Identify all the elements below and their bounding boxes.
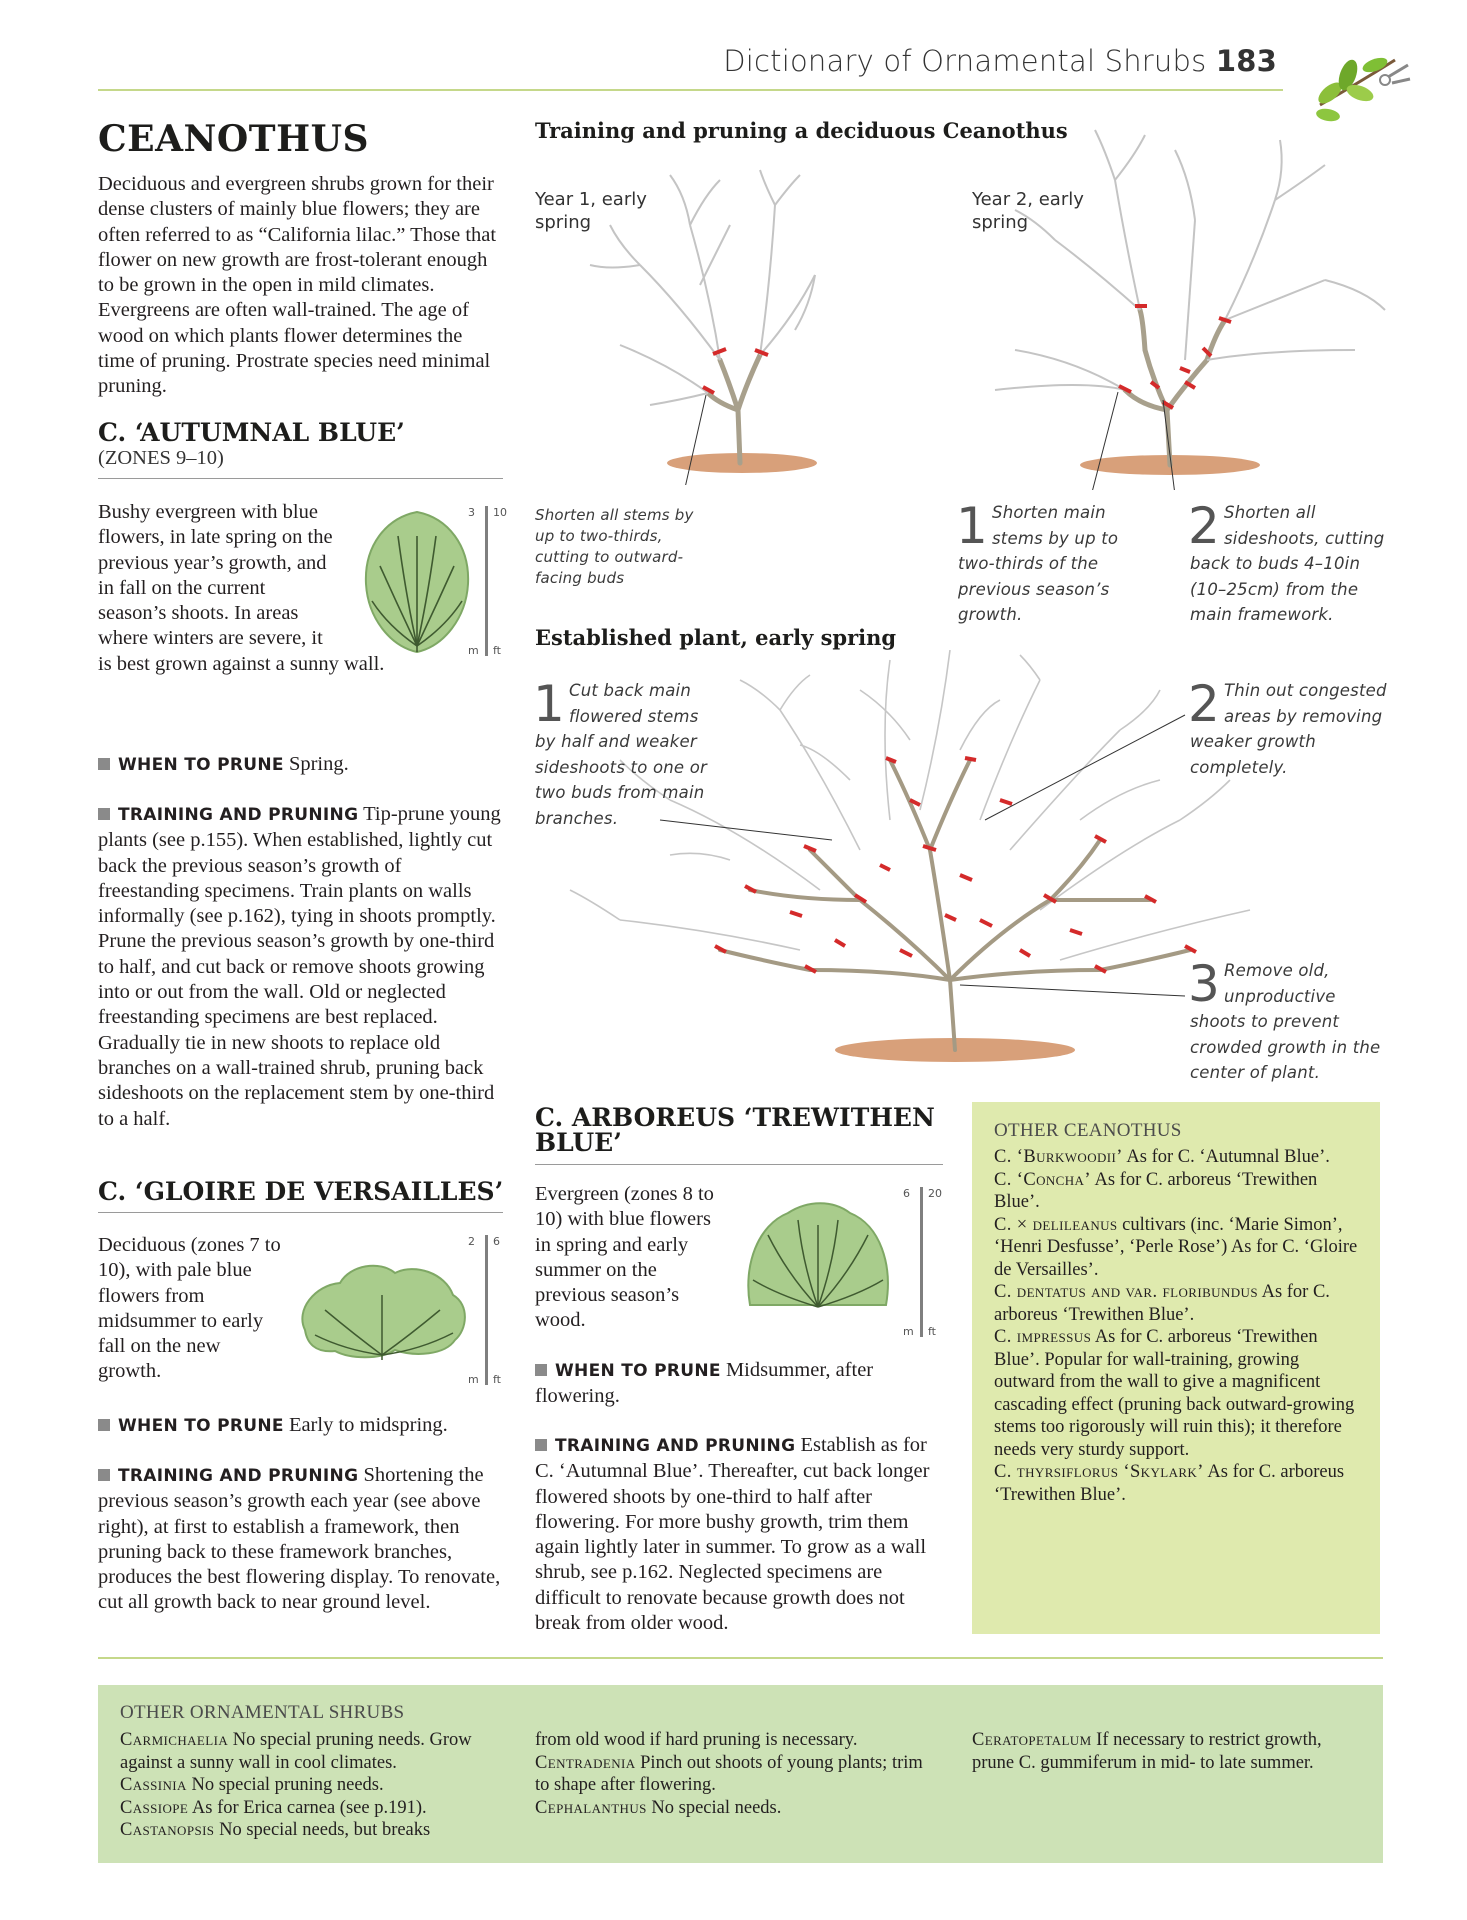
when-text: Early to midspring. (288, 1414, 448, 1436)
bullet-square (98, 1419, 110, 1431)
pruning-leaf-icon (1300, 35, 1415, 125)
step-text: Shorten main stems by up to two-thirds of the previous season’s growth. (958, 503, 1119, 624)
autumnal-blue-heading: C. ‘AUTUMNAL BLUE’ (98, 418, 405, 447)
when-label: WHEN TO PRUNE (555, 1361, 721, 1381)
list-item (994, 1169, 1359, 1214)
training-text: Shortening the previous season’s growth each year (see above right), at first to establish a framework, then pruning back to these framework branches, produces the best flowering display. To renovate, cut all growth back to near ground level. (98, 1464, 501, 1614)
entry-name: C. dentatus and var. floribundus (994, 1282, 1258, 1302)
other-shrubs-title: OTHER ORNAMENTAL SHRUBS (120, 1702, 405, 1723)
established-step2-caption (1188, 675, 1395, 780)
other-shrubs-column-2 (535, 1729, 925, 1819)
scale-m-unit: m (903, 1325, 914, 1338)
gloire-description: Deciduous (zones 7 to 10), with pale blue flowers from midsummer to early fall on the new growth. (98, 1234, 281, 1383)
other-shrubs-column-3 (972, 1729, 1362, 1774)
entry-name: C. ‘Concha’ (994, 1169, 1091, 1190)
entry-text: As for C. arboreus ‘Trewithen Blue’. Popular for wall-training, growing outward from the wall to give a magnificent cascading effect (pruning back outward-growing stems too rigorously will ruin this); it therefore needs very sturdy support. (994, 1327, 1355, 1460)
autumnal-blue-training (98, 802, 503, 1132)
step-text: Remove old, unproductive shoots to prevent crowded growth in the center of plant. (1190, 961, 1381, 1082)
entry-name: C. × delileanus (994, 1214, 1118, 1235)
when-text: Midsummer, after flowering. (535, 1359, 874, 1408)
scale-ft-unit: ft (493, 644, 501, 657)
footer-rule (98, 1657, 1383, 1659)
arboreus-shrub-illustration (738, 1195, 898, 1315)
entry-text: As for C. arboreus ‘Trewithen Blue’. (994, 1462, 1345, 1505)
training-text: Establish as for C. ‘Autumnal Blue’. Thereafter, cut back longer flowered shoots by one-third to half after flowering. For more bushy growth, trim them again lightly later in summer. To grow as a wall shrub, see p.162. Neglected specimens are difficult to renovate because growth does not break from older wood. (535, 1434, 930, 1635)
entry-text: from old wood if hard pruning is necessary. (535, 1730, 858, 1750)
bullet-square (98, 758, 110, 770)
list-item (120, 1774, 510, 1797)
list-item (994, 1281, 1359, 1326)
autumnal-blue-desc-text: Bushy evergreen with blue flowers, in late spring on the previous year’s growth, and in fall on the current season’s shoots. In areas where winters are severe, it is best grown against a sunny wall. (98, 501, 385, 675)
year1-tree-illustration (570, 165, 820, 485)
step-number: 2 (1188, 497, 1221, 555)
training-text: Tip-prune young plants (see p.155). When established, lightly cut back the previous season’s growth of freestanding specimens. Train plants on walls informally (see p.162), tying in shoots promptly. Prune the previous season’s growth by one-third to half, and cut back or remove shoots growing into or out from the wall. Old or neglected freestanding specimens are best replaced. Gradually tie in new shoots to replace old branches on a wall-trained shrub, pruning back sideshoots on the replacement stem by one-third to a half. (98, 803, 501, 1130)
entry-name: Carmichaelia (120, 1730, 229, 1750)
scale-ft-value: 10 (493, 506, 507, 519)
established-step3-caption (1188, 955, 1390, 1086)
entry-name: C. impressus (994, 1327, 1092, 1347)
section-title: Dictionary of Ornamental Shrubs (723, 44, 1207, 78)
year2-step2-caption (1188, 497, 1395, 628)
list-item (120, 1729, 510, 1774)
genus-title: CEANOTHUS (98, 118, 369, 160)
scale-bar (920, 1187, 923, 1337)
bullet-square (98, 1469, 110, 1481)
scale-m-value: 2 (468, 1235, 475, 1248)
scale-m-value: 3 (468, 506, 475, 519)
entry-name: Cassinia (120, 1775, 187, 1795)
arboreus-when (535, 1358, 940, 1410)
entry-text: Pinch out shoots of young plants; trim to shape after flowering. (535, 1752, 923, 1795)
year2-step1-caption (956, 497, 1158, 628)
arboreus-height-scale (895, 1187, 945, 1337)
running-header (723, 44, 1277, 78)
when-label: WHEN TO PRUNE (118, 755, 284, 775)
scale-m-unit: m (468, 644, 479, 657)
list-item (972, 1729, 1362, 1774)
step-number: 1 (533, 675, 566, 733)
gloire-training (98, 1463, 503, 1616)
step-text: Shorten all sideshoots, cutting back to buds 4–10in (10–25cm) from the main framework. (1190, 503, 1385, 624)
gloire-shrub-illustration (295, 1255, 470, 1365)
entry-text: No special needs. (651, 1797, 782, 1818)
header-rule (98, 89, 1283, 91)
list-item (535, 1797, 925, 1820)
scale-bar (485, 1235, 488, 1385)
autumnal-blue-when (98, 752, 503, 778)
other-ceanothus-title: OTHER CEANOTHUS (994, 1120, 1182, 1141)
list-item (994, 1461, 1359, 1506)
step-text: Cut back main flowered stems by half and weaker sideshoots to one or two buds from main branches. (535, 681, 707, 828)
gloire-height-scale (460, 1235, 510, 1385)
gloire-when (98, 1413, 508, 1439)
page-number: 183 (1215, 44, 1277, 78)
training-label: TRAINING AND PRUNING (118, 805, 359, 825)
entry-text: If necessary to restrict growth, prune C. gummiferum in mid- to late summer. (972, 1730, 1322, 1773)
entry-text: As for C. ‘Autumnal Blue’. (1126, 1147, 1330, 1167)
scale-m-unit: m (468, 1373, 479, 1386)
when-label: WHEN TO PRUNE (118, 1416, 284, 1436)
arboreus-description: Evergreen (zones 8 to 10) with blue flowers in spring and early summer on the previous season’s wood. (535, 1183, 714, 1332)
list-item (535, 1752, 925, 1797)
other-ceanothus-list (994, 1146, 1359, 1506)
bullet-square (535, 1364, 547, 1376)
list-item (535, 1729, 925, 1752)
step-number: 3 (1188, 955, 1221, 1013)
training-figure-title-text: Training and pruning a deciduous Ceanothus (535, 118, 1068, 143)
arboreus-rule (535, 1164, 943, 1165)
scale-ft-value: 6 (493, 1235, 500, 1248)
step-number: 2 (1188, 675, 1221, 733)
autumnal-blue-zones: (ZONES 9–10) (98, 447, 224, 469)
autumnal-blue-description (98, 500, 503, 677)
scale-ft-unit: ft (493, 1373, 501, 1386)
scale-m-value: 6 (903, 1187, 910, 1200)
arboreus-heading: C. ARBOREUS ‘TREWITHEN BLUE’ (535, 1103, 935, 1157)
entry-name: Centradenia (535, 1752, 636, 1773)
list-item (994, 1214, 1359, 1282)
list-item (994, 1326, 1359, 1461)
when-text: Spring. (288, 753, 349, 775)
autumnal-blue-rule (98, 478, 503, 479)
arboreus-training (535, 1433, 940, 1636)
training-label: TRAINING AND PRUNING (118, 1466, 359, 1486)
year1-label: Year 1, early spring (535, 189, 647, 233)
other-shrubs-column-1 (120, 1729, 510, 1842)
other-shrubs-box (98, 1685, 1383, 1863)
other-ceanothus-box (972, 1102, 1380, 1634)
entry-name: C. ‘Burkwoodii’ (994, 1147, 1123, 1167)
list-item (994, 1146, 1359, 1169)
year2-tree-illustration (975, 120, 1395, 490)
list-item (120, 1819, 510, 1842)
year1-caption: Shorten all stems by up to two-thirds, cutting to outward-facing buds (535, 506, 694, 587)
scale-ft-value: 20 (928, 1187, 942, 1200)
genus-intro: Deciduous and evergreen shrubs grown for their dense clusters of mainly blue flowers; they are often referred to as “California lilac.” Those that flower on new growth are frost-tolerant enough to be grown in the open in mild climates. Evergreens are often wall-trained. The age of wood on which plants flower determines the time of pruning. Prostrate species need minimal pruning. (98, 173, 497, 398)
entry-text: No special pruning needs. (191, 1775, 384, 1795)
year2-label: Year 2, early spring (972, 189, 1084, 233)
entry-name: Castanopsis (120, 1820, 215, 1840)
entry-name: C. thyrsiflorus ‘Skylark’ (994, 1462, 1204, 1482)
entry-name: Ceratopetalum (972, 1730, 1092, 1750)
entry-text: As for C. arboreus ‘Trewithen Blue’. (994, 1282, 1330, 1325)
established-figure-title: Established plant, early spring (535, 625, 897, 650)
established-step1-caption (533, 675, 715, 831)
bullet-square (98, 808, 110, 820)
gloire-rule (98, 1212, 503, 1213)
list-item (120, 1797, 510, 1820)
entry-text: cultivars (inc. ‘Marie Simon’, ‘Henri Desfusse’, ‘Perle Rose’) As for C. ‘Gloire de Versailles’. (994, 1214, 1358, 1280)
gloire-heading: C. ‘GLOIRE DE VERSAILLES’ (98, 1177, 504, 1206)
entry-text: No special pruning needs. Grow against a sunny wall in cool climates. (120, 1730, 472, 1773)
entry-text: No special needs, but breaks (219, 1820, 431, 1840)
entry-text: As for Erica carnea (see p.191). (191, 1797, 427, 1818)
training-label: TRAINING AND PRUNING (555, 1436, 796, 1456)
scale-ft-unit: ft (928, 1325, 936, 1338)
entry-text: As for C. arboreus ‘Trewithen Blue’. (994, 1169, 1318, 1212)
step-text: Thin out congested areas by removing weaker growth completely. (1190, 681, 1387, 777)
entry-name: Cassiope (120, 1797, 189, 1818)
bullet-square (535, 1439, 547, 1451)
step-number: 1 (956, 497, 989, 555)
entry-name: Cephalanthus (535, 1797, 647, 1818)
